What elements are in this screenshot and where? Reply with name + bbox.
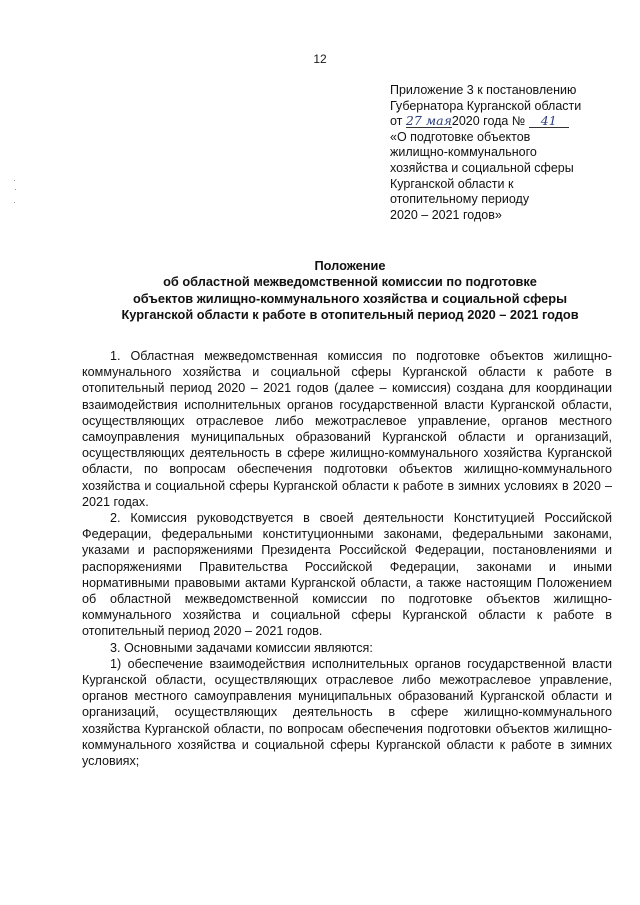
scan-specks bbox=[14, 180, 17, 210]
title-line: объектов жилищно-коммунального хозяйства и социальной сферы bbox=[132, 290, 568, 306]
appendix-line-3 bbox=[390, 114, 620, 130]
appendix-header bbox=[390, 83, 620, 223]
title-line: Положение bbox=[314, 258, 386, 273]
appendix-subject-line: жилищно-коммунального bbox=[390, 145, 537, 160]
appendix-subject-line: 2020 – 2021 годов» bbox=[390, 207, 502, 222]
date-year-label: 2020 года № bbox=[451, 114, 526, 129]
appendix-line-2: Губернатора Курганской области bbox=[390, 98, 582, 113]
appendix-subject-line: хозяйства и социальной сферы bbox=[390, 160, 574, 175]
appendix-line-1: Приложение 3 к постановлению bbox=[390, 83, 577, 97]
document-title bbox=[60, 258, 640, 324]
appendix-subject-line: «О подготовке объектов bbox=[390, 129, 531, 144]
paragraph-1: 1. Областная межведомственная комиссия по подготовке объектов жилищно-коммунального хозяйства и социальной сферы Курганской области к работе в отопительный период 2020 – 2021 годов (далее – комиссия) создана для координации взаимодействия исполнительных органов государственной власти Курганской области, осуществляющих отраслевое либо межотраслевое управление, органов местного самоуправления муниципальных образований Курганской области и организаций, осуществляющих деятельность в сфере жилищно-коммунального хозяйства Курганской области, по вопросам обеспечения подготовки объектов жилищно-коммунального хозяйства и социальной сферы Курганской области к работе в зимних условиях в 2020 – 2021 годах. bbox=[82, 349, 612, 509]
handwritten-number: 41 bbox=[529, 114, 569, 128]
handwritten-date: 27 мая bbox=[405, 113, 452, 129]
paragraph-3-1: 1) обеспечение взаимодействия исполнительных органов государственной власти Курганской области, осуществляющих отраслевое либо межотраслевое управление, органов местного самоуправления муниципальных образований Курганской области и организаций, осуществляющих деятельность в сфере жилищно-коммунального хозяйства Курганской области, по вопросам обеспечения подготовки объектов жилищно-коммунального хозяйства и социальной сферы Курганской области к работе в зимних условиях; bbox=[82, 656, 612, 769]
paragraph-3: 3. Основными задачами комиссии являются: bbox=[110, 640, 373, 655]
title-line: об областной межведомственной комиссии по подготовке bbox=[163, 274, 537, 290]
document-body bbox=[82, 348, 612, 769]
page-number: 12 bbox=[313, 52, 327, 66]
title-line: Курганской области к работе в отопительный период 2020 – 2021 годов bbox=[121, 307, 579, 323]
appendix-subject-line: Курганской области к bbox=[390, 176, 514, 191]
paragraph-2: 2. Комиссия руководствуется в своей деятельности Конституцией Российской Федерации, федеральными конституционными законами, федеральными законами, указами и распоряжениями Президента Российской Федерации, постановлениями и распоряжениями Правительства Российской Федерации, законами и иными нормативными правовыми актами Курганской области, а также настоящим Положением об областной межведомственной комиссии по подготовке объектов жилищно-коммунального хозяйства и социальной сферы Курганской области к работе в отопительный период 2020 – 2021 годов. bbox=[82, 511, 612, 639]
date-prefix: от bbox=[390, 114, 403, 129]
appendix-subject-line: отопительному периоду bbox=[390, 192, 530, 207]
